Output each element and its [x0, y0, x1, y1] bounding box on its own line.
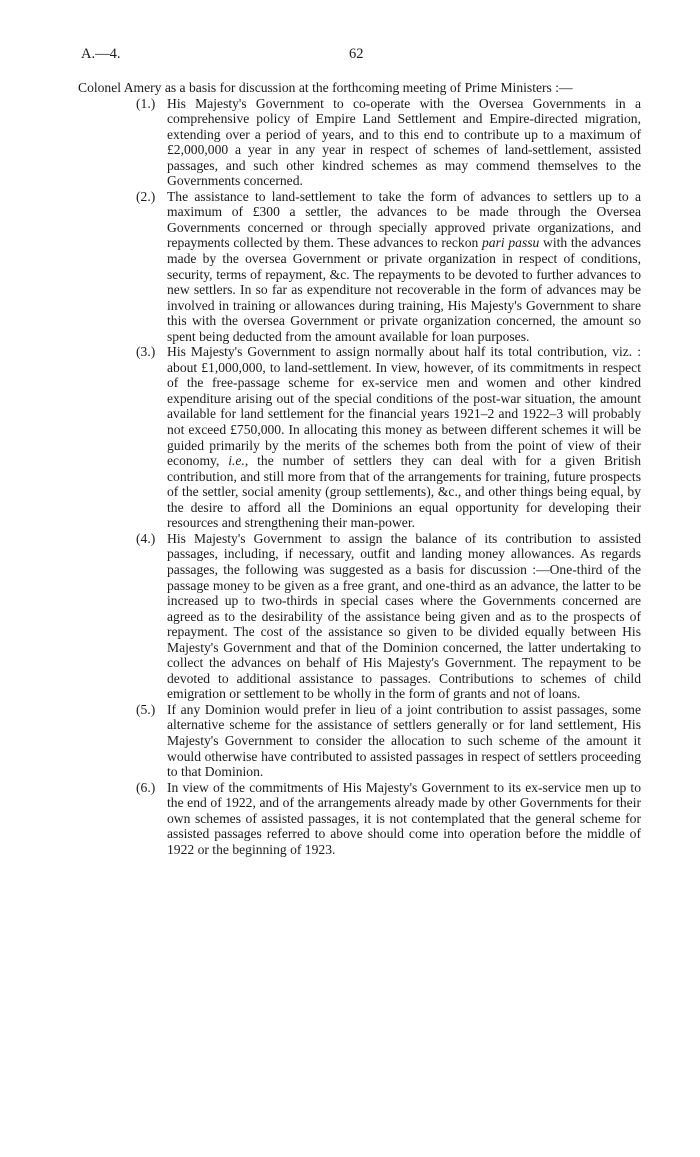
item-number: (3.): [136, 344, 156, 360]
item-number: (1.): [136, 95, 156, 111]
item-number: (6.): [136, 779, 156, 795]
list-item-4: [78, 531, 641, 702]
item-text: His Majesty's Government to assign the balance of its contribution to assisted passages, including, if necessary, outfit and landing money allowances. As regards passages, the following was suggested as a basis for discussion :—One-third of the passage money to be given as a free grant, and one-third as an advance, the latter to be increased up to two-thirds in special cases where the Governments concerned are agreed as to the desirability of the assistance being given and as to the prospects of repayment. The cost of the assistance so given to be divided equally between His Majesty's Government and that of the Dominion concerned, the latter undertaking to collect the advances on behalf of His Majesty's Government. The repayment to be devoted to additional assistance to passages. Contributions to schemes of child emigration or settlement to be wholly in the form of grants and not of loans.: [167, 530, 641, 702]
page-header: [81, 46, 641, 66]
list-item-6: [78, 780, 641, 858]
item-text-part: with the advances made by the oversea Government or private organization in respect of conditions, security, terms of repayment, &c. The repayments to be devoted to further advances to new settlers. In so far as expenditure not recoverable in the form of advances may be involved in training or allowances during training, His Majesty's Government to share this with the oversea Government or private organization concerned, the amount so spent being deducted from the amount available for loan purposes.: [167, 235, 641, 344]
list-item-5: [78, 702, 641, 780]
list-item-2: [78, 189, 641, 344]
item-text: His Majesty's Government to co-operate with the Oversea Governments in a comprehensive policy of Empire Land Settlement and Empire-directed migration, extending over a period of years, and to this end to contribute up to a maximum of £2,000,000 a year in any year in respect of schemes of land-settlement, assisted passages, and such other kindred schemes as may commend themselves to the Governments concerned.: [167, 95, 641, 189]
document-reference: A.—4.: [81, 46, 121, 62]
item-text-part: His Majesty's Government to assign normally about half its total contribution, viz. : about £1,000,000, to land-settlement. In view, however, of its commitments in respect of the free-passage scheme for ex-service men and women and other kindred expenditure arising out of the special conditions of the post-war situation, the amount available for land settlement for the financial years 1921–2 and 1922–3 will probably not exceed £750,000. In allocating this money as between different schemes it will be guided primarily by the merits of the schemes both from the point of view of their economy,: [167, 344, 641, 469]
item-text: If any Dominion would prefer in lieu of a joint contribution to assist passages, some alternative scheme for the assistance of settlers generally or for land settlement, His Majesty's Government to consider the allocation to such scheme of the amount it would otherwise have contributed to assisted passages in respect of settlers proceeding to that Dominion.: [167, 701, 641, 780]
item-text: In view of the commitments of His Majesty's Government to its ex-service men up to the end of 1922, and of the arrangements already made by other Governments for their own schemes of assisted passages, it is not contemplated that the general scheme for assisted passages referred to above should come into operation before the middle of 1922 or the beginning of 1923.: [167, 779, 641, 857]
list-item-3: [78, 344, 641, 531]
item-text-italic: pari passu: [482, 235, 540, 251]
item-text-part: , the number of settlers they can deal with for a given British contribution, and still more from that of the arrangements for training, future prospects of the settler, social amenity (group settlements), &c., and other things being equal, by the desire to afford all the Dominions an equal opportunity for developing their resources and strengthening their man-power.: [167, 453, 641, 531]
document-body: [78, 80, 641, 857]
item-number: (2.): [136, 188, 156, 204]
item-text: [167, 189, 641, 344]
item-number: (4.): [136, 530, 156, 546]
item-text-italic: i.e.: [228, 453, 245, 469]
list-item-1: [78, 96, 641, 189]
intro-paragraph: Colonel Amery as a basis for discussion at the forthcoming meeting of Prime Ministers :—: [78, 80, 573, 95]
item-number: (5.): [136, 701, 156, 717]
item-text-part: The assistance to land-settlement to take the form of advances to settlers up to a maximum of £300 a settler, the advances to be made through the Oversea Governments concerned or through specially approved private organizations, and repayments collected by them. These advances to reckon: [167, 188, 641, 251]
item-text: [167, 344, 641, 530]
page-number: 62: [349, 46, 364, 62]
